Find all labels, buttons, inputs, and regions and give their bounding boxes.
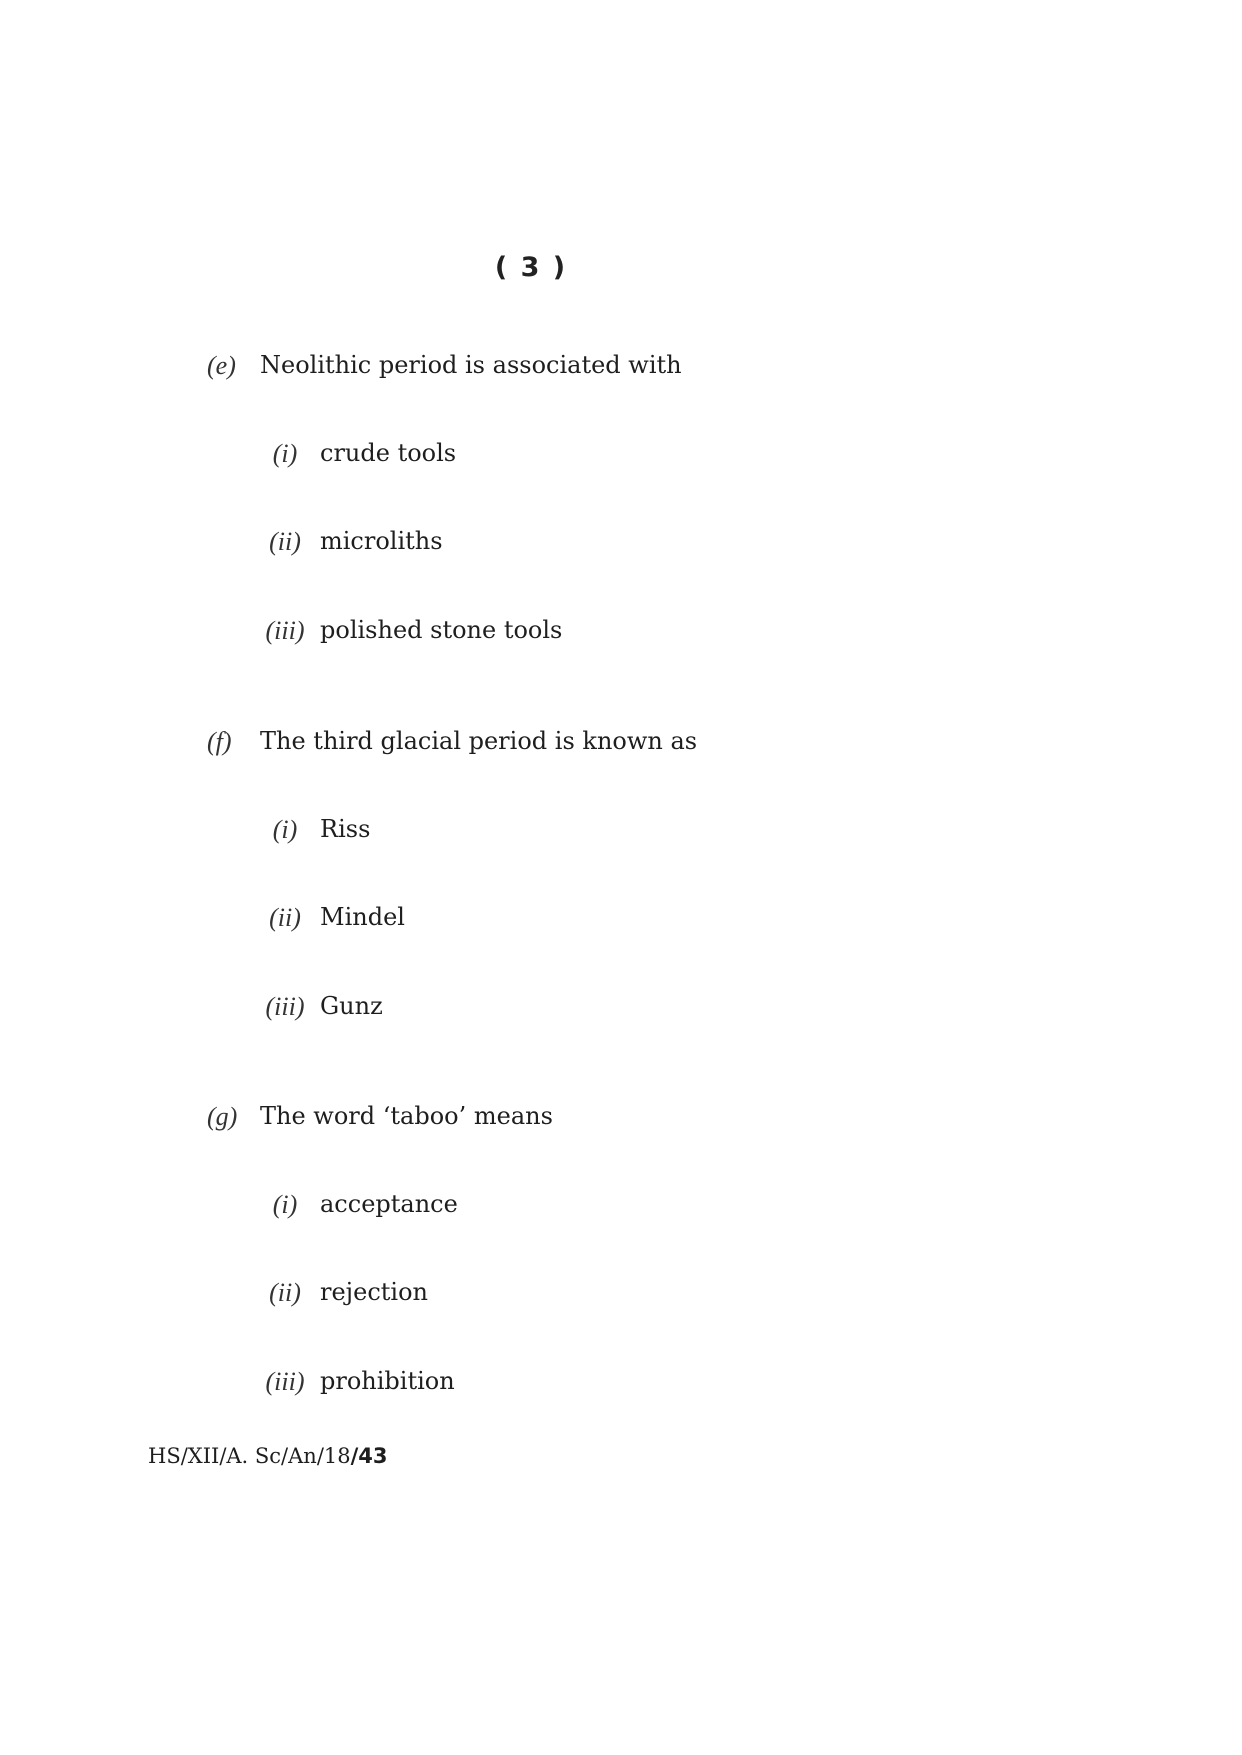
question-g-option-i-label: (i) bbox=[272, 1190, 298, 1219]
question-g-option-ii-text: rejection bbox=[320, 1278, 428, 1306]
question-g-option-iii-label: (iii) bbox=[265, 1367, 305, 1396]
question-e-text: Neolithic period is associated with bbox=[260, 351, 682, 379]
question-e-label: (e) bbox=[207, 351, 236, 380]
question-f-text: The third glacial period is known as bbox=[260, 727, 698, 755]
question-f-option-i-label: (i) bbox=[272, 815, 298, 844]
page-number: ( 3 ) bbox=[494, 252, 568, 283]
paper-code bbox=[148, 1442, 388, 1470]
question-g-option-iii-text: prohibition bbox=[320, 1367, 455, 1395]
question-e-option-iii-label: (iii) bbox=[265, 616, 305, 645]
question-e-option-i-text: crude tools bbox=[320, 439, 457, 467]
question-g-option-ii-label: (ii) bbox=[269, 1278, 301, 1307]
paper-code-number: /43 bbox=[350, 1444, 388, 1468]
question-f-option-i-text: Riss bbox=[320, 815, 371, 843]
question-e-option-ii-label: (ii) bbox=[269, 527, 301, 556]
question-f-option-ii-text: Mindel bbox=[320, 903, 405, 931]
question-f-option-iii-label: (iii) bbox=[265, 992, 305, 1021]
paper-code-text: HS/XII/A. Sc/An/18 bbox=[148, 1444, 351, 1468]
question-f-option-iii-text: Gunz bbox=[320, 992, 383, 1020]
question-g-option-i-text: acceptance bbox=[320, 1190, 458, 1218]
question-g-text: The word ‘taboo’ means bbox=[260, 1102, 553, 1130]
question-e-option-i-label: (i) bbox=[272, 439, 298, 468]
question-e-option-ii-text: microliths bbox=[320, 527, 443, 555]
question-f-option-ii-label: (ii) bbox=[269, 903, 301, 932]
question-f-label: (f) bbox=[207, 727, 232, 756]
question-g-label: (g) bbox=[207, 1102, 238, 1131]
question-e-option-iii-text: polished stone tools bbox=[320, 616, 563, 644]
